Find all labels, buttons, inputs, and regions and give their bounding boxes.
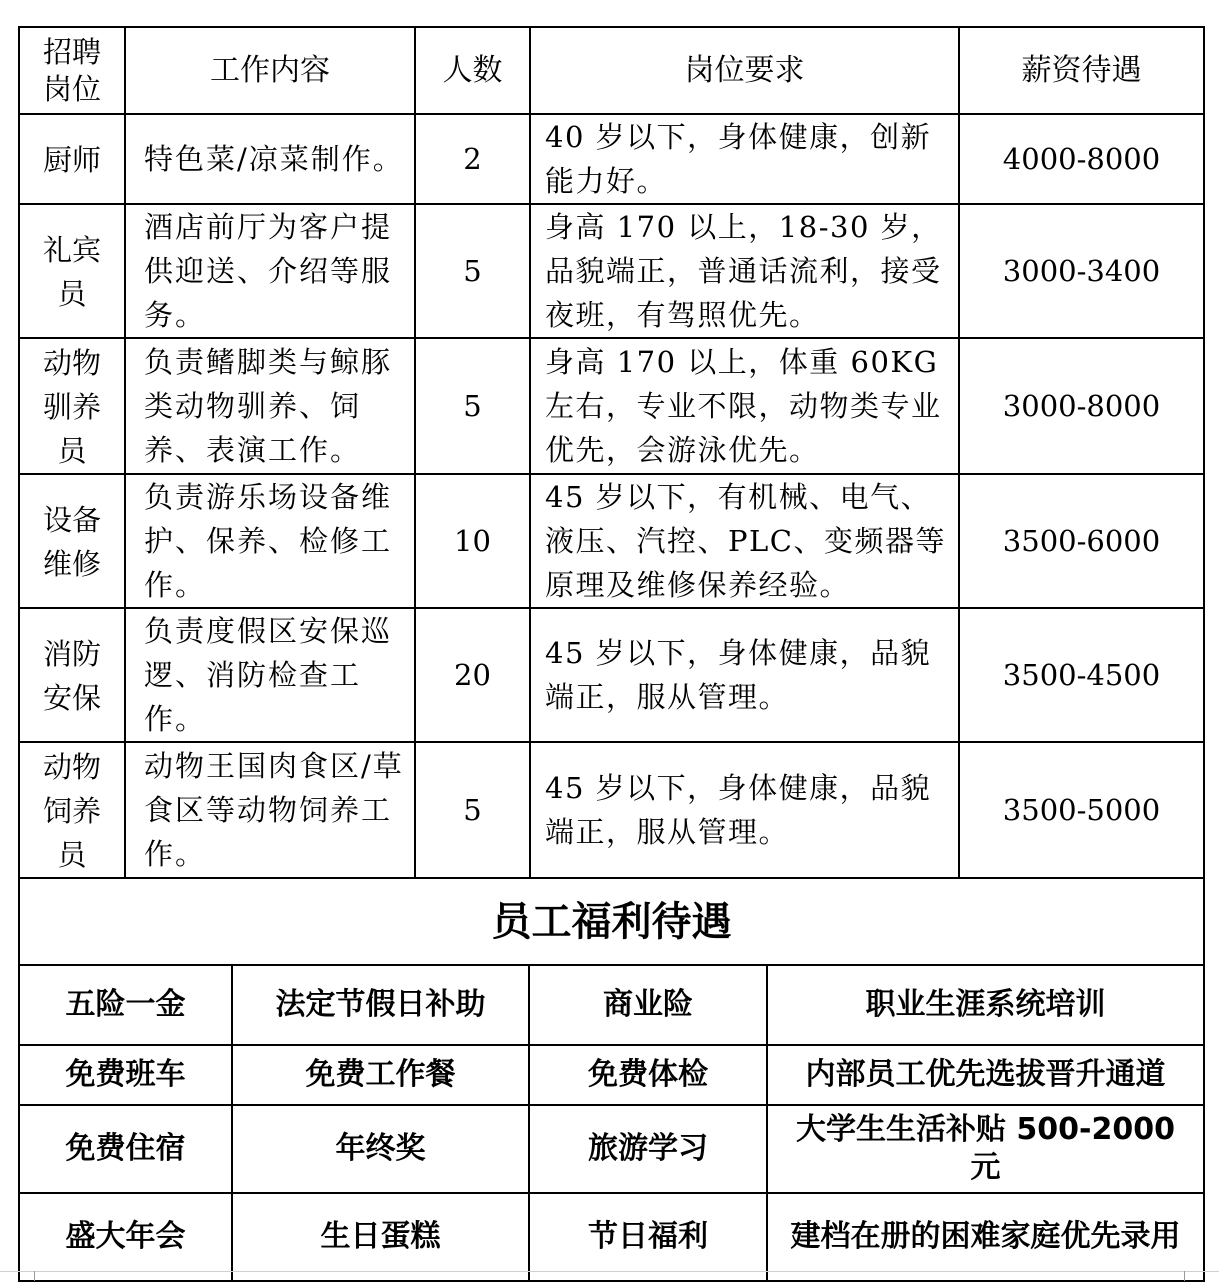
job-requirements: 45 岁以下，有机械、电气、液压、汽控、PLC、变频器等原理及维修保养经验。 [530,474,959,608]
job-position: 动物驯养员 [19,338,125,474]
job-position: 动物饲养员 [19,742,125,878]
job-requirements: 45 岁以下，身体健康，品貌端正，服从管理。 [530,608,959,742]
recruitment-document [18,26,1203,1282]
job-content: 负责鳍脚类与鲸豚类动物驯养、饲养、表演工作。 [125,338,415,474]
benefit-item: 大学生生活补贴 500-2000 元 [767,1105,1204,1193]
job-position: 设备维修 [19,474,125,608]
benefit-item: 生日蛋糕 [232,1193,529,1281]
job-content: 动物王国肉食区/草食区等动物饲养工作。 [125,742,415,878]
benefit-item: 商业险 [529,965,767,1045]
benefit-item: 免费工作餐 [232,1045,529,1105]
benefit-item: 节日福利 [529,1193,767,1281]
table-row [19,474,1204,608]
table-row [19,965,1204,1045]
jobs-table-header [19,27,1204,114]
benefit-item: 免费住宿 [19,1105,232,1193]
benefit-item: 五险一金 [19,965,232,1045]
job-salary: 3500-5000 [959,742,1204,878]
job-count: 20 [415,608,530,742]
table-row [19,742,1204,878]
benefit-item: 旅游学习 [529,1105,767,1193]
job-content: 酒店前厅为客户提供迎送、介绍等服务。 [125,204,415,338]
table-row [19,338,1204,474]
job-position: 礼宾员 [19,204,125,338]
benefits-title: 员工福利待遇 [19,878,1204,965]
header-position: 招聘 岗位 [19,27,125,114]
job-position: 消防安保 [19,608,125,742]
benefit-item: 免费体检 [529,1045,767,1105]
job-count: 5 [415,742,530,878]
table-row [19,114,1204,204]
benefit-item: 盛大年会 [19,1193,232,1281]
job-salary: 3500-4500 [959,608,1204,742]
page-divider [0,1271,1219,1272]
page-corner-mark [34,1271,35,1281]
benefits-table [18,877,1205,1282]
jobs-table [18,26,1205,879]
table-row [19,1045,1204,1105]
header-salary: 薪资待遇 [959,27,1204,114]
header-requirements: 岗位要求 [530,27,959,114]
page-corner-mark [1184,1271,1185,1281]
benefit-item: 法定节假日补助 [232,965,529,1045]
benefit-item: 建档在册的困难家庭优先录用 [767,1193,1204,1281]
job-position: 厨师 [19,114,125,204]
job-requirements: 身高 170 以上，18-30 岁，品貌端正，普通话流利，接受夜班，有驾照优先。 [530,204,959,338]
job-requirements: 身高 170 以上，体重 60KG 左右，专业不限，动物类专业优先，会游泳优先。 [530,338,959,474]
benefit-item: 年终奖 [232,1105,529,1193]
job-salary: 3500-6000 [959,474,1204,608]
benefit-item: 免费班车 [19,1045,232,1105]
benefit-item: 职业生涯系统培训 [767,965,1204,1045]
table-row [19,204,1204,338]
job-count: 5 [415,338,530,474]
job-content: 负责度假区安保巡逻、消防检查工作。 [125,608,415,742]
job-salary: 3000-3400 [959,204,1204,338]
job-count: 10 [415,474,530,608]
table-row [19,1193,1204,1281]
job-content: 负责游乐场设备维护、保养、检修工作。 [125,474,415,608]
header-count: 人数 [415,27,530,114]
benefits-title-row [19,878,1204,965]
job-salary: 4000-8000 [959,114,1204,204]
job-count: 5 [415,204,530,338]
job-requirements: 45 岁以下，身体健康，品貌端正，服从管理。 [530,742,959,878]
benefit-item: 内部员工优先选拔晋升通道 [767,1045,1204,1105]
job-content: 特色菜/凉菜制作。 [125,114,415,204]
job-requirements: 40 岁以下，身体健康，创新能力好。 [530,114,959,204]
table-row [19,608,1204,742]
job-count: 2 [415,114,530,204]
table-row [19,1105,1204,1193]
header-content: 工作内容 [125,27,415,114]
job-salary: 3000-8000 [959,338,1204,474]
